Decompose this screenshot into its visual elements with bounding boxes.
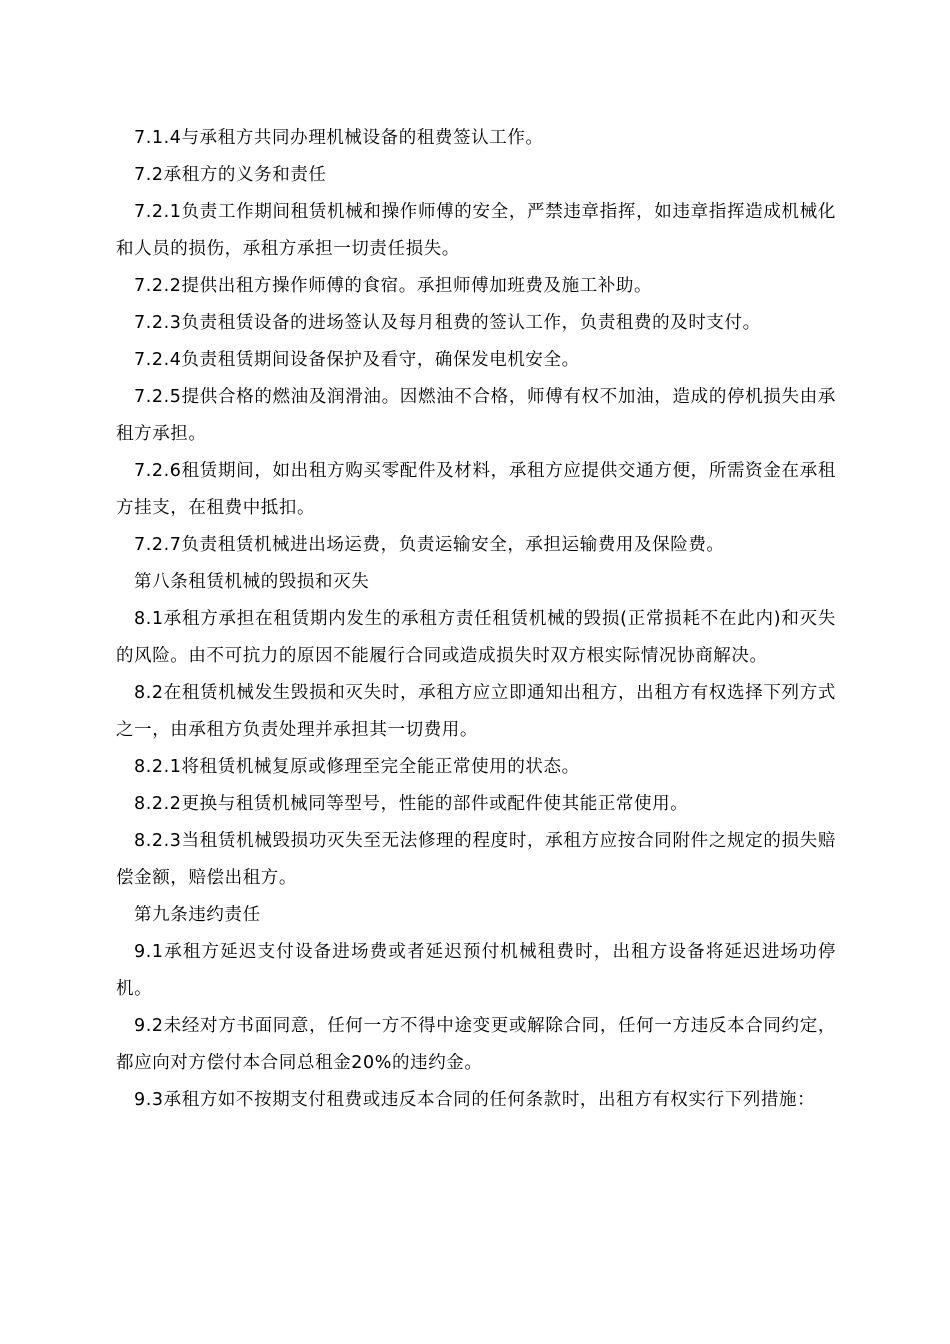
clause-7-2-1: 7.2.1负责工作期间租赁机械和操作师傅的安全，严禁违章指挥，如违章指挥造成机械化和人员的损伤，承租方承担一切责任损失。 bbox=[116, 202, 836, 259]
clause-8-2-1: 8.2.1将租赁机械复原或修理至完全能正常使用的状态。 bbox=[134, 757, 580, 777]
clause-9-3: 9.3承租方如不按期支付租费或违反本合同的任何条款时，出租方有权实行下列措施： bbox=[134, 1090, 816, 1110]
article-9-heading: 第九条违约责任 bbox=[134, 905, 261, 925]
clause-7-2-6: 7.2.6租赁期间，如出租方购买零配件及材料，承租方应提供交通方便，所需资金在承租方挂支，在租费中抵扣。 bbox=[116, 461, 836, 518]
clause-7-2-2: 7.2.2提供出租方操作师傅的食宿。承担师傅加班费及施工补助。 bbox=[134, 276, 653, 296]
clause-7-1-4: 7.1.4与承租方共同办理机械设备的租费签认工作。 bbox=[134, 128, 544, 148]
clause-7-2-5: 7.2.5提供合格的燃油及润滑油。因燃油不合格，师傅有权不加油，造成的停机损失由承租方承担。 bbox=[116, 387, 836, 444]
clause-7-2-4: 7.2.4负责租赁期间设备保护及看守，确保发电机安全。 bbox=[134, 350, 580, 370]
clause-9-1: 9.1承租方延迟支付设备进场费或者延迟预付机械租费时，出租方设备将延迟进场功停机。 bbox=[116, 942, 836, 999]
clause-7-2-3: 7.2.3负责租赁设备的进场签认及每月租费的签认工作，负责租费的及时支付。 bbox=[134, 313, 761, 333]
clause-7-2-7: 7.2.7负责租赁机械进出场运费，负责运输安全，承担运输费用及保险费。 bbox=[134, 535, 725, 555]
clause-8-2: 8.2在租赁机械发生毁损和灭失时，承租方应立即通知出租方，出租方有权选择下列方式之一，由承租方负责处理并承担其一切费用。 bbox=[116, 683, 836, 740]
clause-8-1: 8.1承租方承担在租赁期内发生的承租方责任租赁机械的毁损(正常损耗不在此内)和灭失的风险。由不可抗力的原因不能履行合同或造成损失时双方根实际情况协商解决。 bbox=[116, 609, 836, 666]
document-body bbox=[116, 120, 836, 1119]
clause-8-2-2: 8.2.2更换与租赁机械同等型号，性能的部件或配件使其能正常使用。 bbox=[134, 794, 689, 814]
clause-8-2-3: 8.2.3当租赁机械毁损功灭失至无法修理的程度时，承租方应按合同附件之规定的损失赔偿金额，赔偿出租方。 bbox=[116, 831, 836, 888]
article-8-heading: 第八条租赁机械的毁损和灭失 bbox=[134, 572, 370, 592]
clause-9-2: 9.2未经对方书面同意，任何一方不得中途变更或解除合同，任何一方违反本合同约定，都应向对方偿付本合同总租金20%的违约金。 bbox=[116, 1016, 836, 1073]
section-7-2-heading: 7.2承租方的义务和责任 bbox=[134, 165, 327, 185]
